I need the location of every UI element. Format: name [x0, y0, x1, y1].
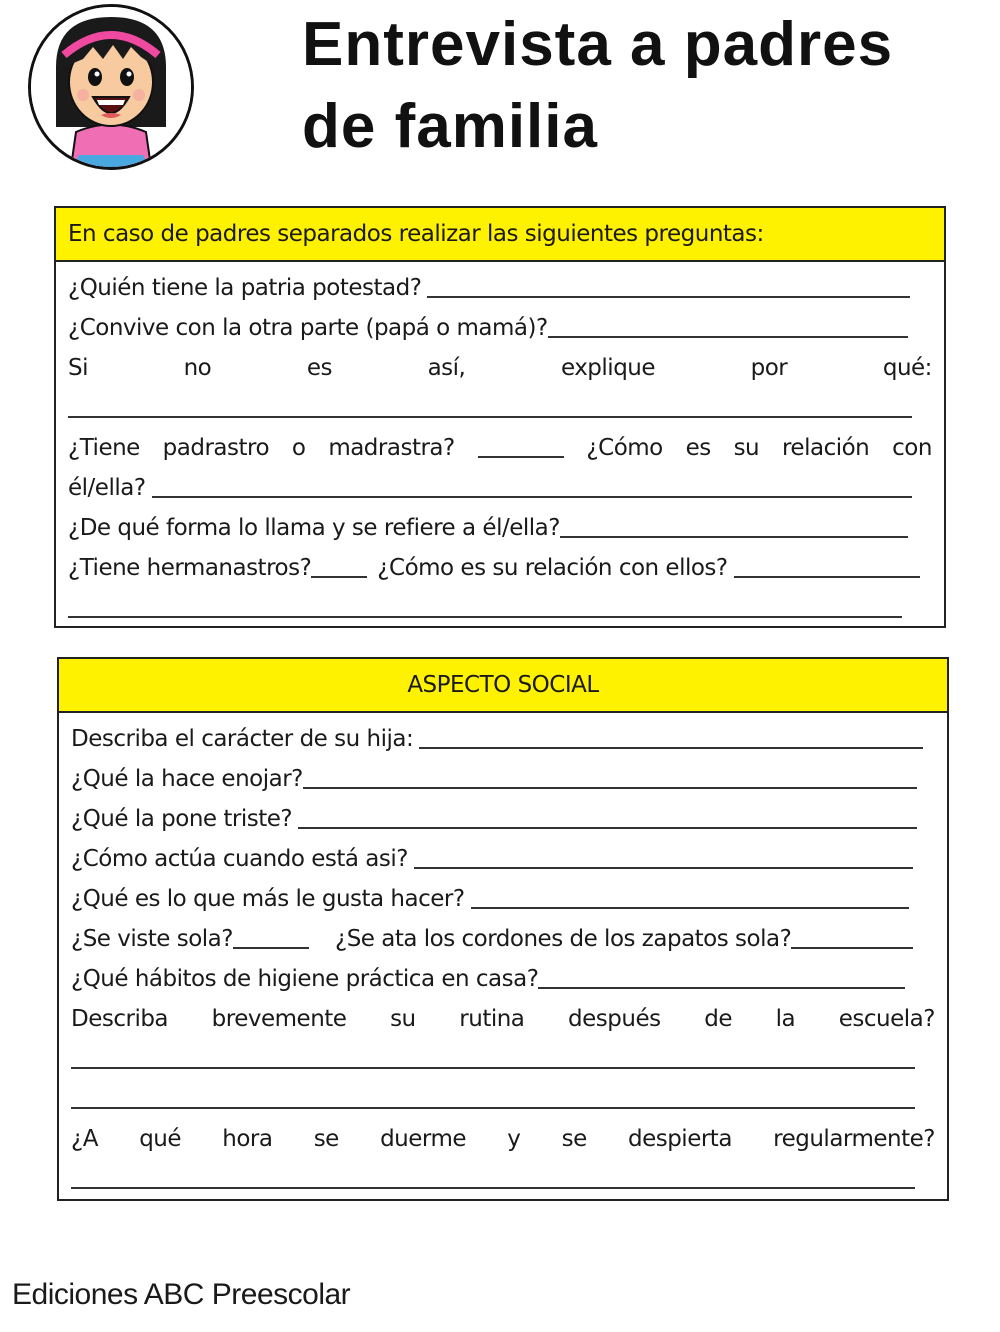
question-word: y: [507, 1126, 521, 1152]
question-word: por: [750, 355, 788, 381]
answer-blank[interactable]: [791, 947, 913, 949]
question-word: con: [892, 435, 932, 461]
question-word: de: [704, 1006, 732, 1032]
answer-line-row: [71, 1159, 935, 1199]
question-text: ¿Cómo actúa cuando está asi?: [71, 846, 408, 872]
question-row-justified: [71, 1119, 935, 1159]
question-row: [68, 268, 932, 308]
answer-blank[interactable]: [298, 827, 917, 829]
question-word: así,: [427, 355, 466, 381]
question-word: ¿Cómo: [586, 435, 663, 461]
question-text: ¿Se viste sola?: [71, 926, 233, 952]
question-row: [68, 468, 932, 508]
answer-blank[interactable]: [734, 576, 920, 578]
answer-blank[interactable]: [71, 1187, 915, 1189]
question-word: escuela?: [838, 1006, 935, 1032]
question-word: se: [561, 1126, 587, 1152]
question-word: rutina: [459, 1006, 525, 1032]
question-word: es: [685, 435, 711, 461]
question-word: explique: [560, 355, 656, 381]
question-word: su: [390, 1006, 416, 1032]
answer-blank[interactable]: [152, 496, 912, 498]
answer-line-row: [71, 1039, 935, 1079]
question-text: ¿Quién tiene la patria potestad?: [68, 275, 422, 301]
answer-blank[interactable]: [71, 1067, 915, 1069]
answer-line-row: [71, 1079, 935, 1119]
question-text: ¿Convive con la otra parte (papá o mamá)?: [68, 315, 548, 341]
question-word: su: [733, 435, 760, 461]
question-text: ¿Qué es lo que más le gusta hacer?: [71, 886, 465, 912]
question-row: [71, 959, 935, 999]
title-line-1: Entrevista a padres: [302, 10, 894, 79]
question-word: qué:: [882, 355, 932, 381]
question-row: [68, 508, 932, 548]
question-word: relación: [781, 435, 870, 461]
publisher-credit: Ediciones ABC Preescolar: [12, 1278, 351, 1311]
question-text: ¿Cómo es su relación con ellos?: [377, 555, 728, 581]
answer-blank[interactable]: [419, 747, 923, 749]
question-row-justified: [68, 348, 932, 388]
question-row: [71, 879, 935, 919]
question-row: [71, 799, 935, 839]
question-row-justified: [71, 999, 935, 1039]
question-text: ¿Tiene hermanastros?: [68, 555, 312, 581]
page-title: [302, 4, 982, 168]
answer-blank[interactable]: [233, 947, 309, 949]
girl-avatar-illustration: [28, 4, 194, 170]
title-line-2: de familia: [302, 92, 598, 161]
question-text: él/ella?: [68, 475, 146, 501]
question-word: ¿Tiene: [68, 435, 140, 461]
answer-blank[interactable]: [311, 576, 367, 578]
answer-blank[interactable]: [414, 867, 913, 869]
question-word: padrastro: [162, 435, 270, 461]
question-row: [71, 839, 935, 879]
question-word: qué: [139, 1126, 182, 1152]
answer-blank[interactable]: [471, 907, 909, 909]
answer-blank[interactable]: [68, 616, 902, 618]
answer-blank[interactable]: [560, 536, 908, 538]
answer-blank[interactable]: [71, 1107, 915, 1109]
answer-line-row: [68, 388, 932, 428]
question-word: duerme: [380, 1126, 466, 1152]
answer-blank[interactable]: [478, 456, 564, 458]
social-aspect-section: [57, 657, 949, 1201]
question-word: se: [313, 1126, 339, 1152]
question-word: regularmente?: [773, 1126, 935, 1152]
section-heading: ASPECTO SOCIAL: [59, 659, 947, 713]
question-word: hora: [222, 1126, 273, 1152]
question-text: ¿Qué hábitos de higiene práctica en casa?: [71, 966, 539, 992]
answer-blank[interactable]: [303, 787, 917, 789]
question-text: ¿Qué la hace enojar?: [71, 766, 303, 792]
question-row-justified: [68, 428, 932, 468]
question-word: es: [306, 355, 332, 381]
question-row: [68, 548, 932, 588]
question-text: Describa el carácter de su hija:: [71, 726, 414, 752]
answer-blank[interactable]: [68, 416, 912, 418]
question-word: brevemente: [211, 1006, 347, 1032]
question-row: [71, 759, 935, 799]
question-row: [71, 719, 935, 759]
answer-blank[interactable]: [427, 296, 910, 298]
question-word: la: [775, 1006, 796, 1032]
question-word: o: [291, 435, 306, 461]
question-row: [71, 919, 935, 959]
answer-blank[interactable]: [548, 336, 908, 338]
question-word: despierta: [627, 1126, 732, 1152]
section-heading: En caso de padres separados realizar las siguientes preguntas:: [56, 208, 944, 262]
question-word: no: [183, 355, 212, 381]
separated-parents-section: [54, 206, 946, 628]
question-row: [68, 308, 932, 348]
question-text: ¿De qué forma lo llama y se refiere a él/ella?: [68, 515, 560, 541]
question-word: Si: [68, 355, 88, 381]
question-word: madrastra?: [328, 435, 455, 461]
question-text: ¿Qué la pone triste?: [71, 806, 293, 832]
question-text: ¿Se ata los cordones de los zapatos sola?: [334, 926, 792, 952]
question-word: después: [568, 1006, 661, 1032]
question-word: Describa: [71, 1006, 169, 1032]
answer-line-row: [68, 588, 932, 628]
answer-blank[interactable]: [538, 987, 905, 989]
question-word: ¿A: [71, 1126, 98, 1152]
